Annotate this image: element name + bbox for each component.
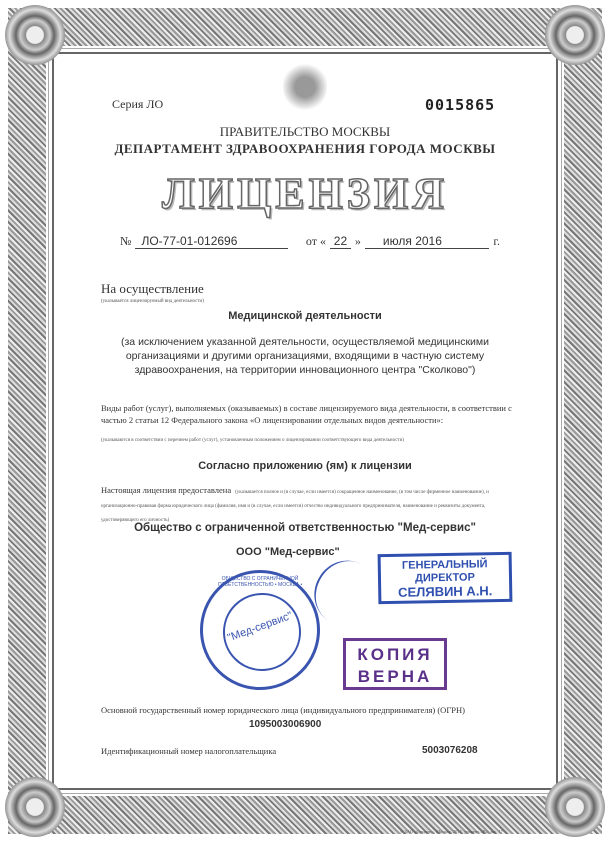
license-month-year: июля 2016 bbox=[365, 234, 490, 249]
corner-rosette bbox=[5, 5, 65, 65]
activity-exclusion: (за исключением указанной деятельности, осуществляемой медицинскими организациями и другими организациями, входящими в частную систему здравоохранения, на территории инновационного центра "Сколково") bbox=[121, 336, 489, 376]
holder-label: Настоящая лицензия предоставлена bbox=[101, 485, 232, 495]
document-title: ЛИЦЕНЗИЯ bbox=[161, 169, 449, 218]
license-day: 22 bbox=[330, 234, 351, 249]
round-stamp-ring-text: ОБЩЕСТВО С ОГРАНИЧЕННОЙ ОТВЕТСТВЕННОСТЬЮ • МОСКВА • bbox=[217, 576, 303, 588]
holder-short-name: ООО "Мед-сервис" bbox=[236, 546, 340, 558]
ogrn-value: 1095003006900 bbox=[249, 719, 322, 730]
series-label: Серия ЛО bbox=[112, 97, 164, 111]
activity-label: На осуществление bbox=[101, 281, 204, 296]
department-title: ДЕПАРТАМЕНТ ЗДРАВООХРАНЕНИЯ ГОРОДА МОСКВЫ bbox=[114, 141, 496, 156]
date-from-label: от « bbox=[305, 234, 326, 248]
inn-value: 5003076208 bbox=[422, 745, 478, 756]
quote-close: » bbox=[354, 234, 361, 248]
holder-block bbox=[101, 484, 519, 526]
license-number-row bbox=[120, 234, 500, 249]
activity-hint: (указывается лицензируемый вид деятельности) bbox=[101, 299, 204, 304]
works-text: Виды работ (услуг), выполняемых (оказываемых) в составе лицензируемого вида деятельности, в соответствии с частью 2 статьи 12 Федерального закона «О лицензировании отдельных видов деятельности»: bbox=[101, 403, 512, 425]
director-stamp-name: СЕЛЯВИН А.Н. bbox=[397, 583, 493, 600]
corner-rosette bbox=[5, 777, 65, 837]
works-value: Согласно приложению (ям) к лицензии bbox=[198, 460, 412, 472]
inn-label: Идентификационный номер налогоплательщика bbox=[101, 746, 277, 756]
round-stamp-text: "Мед-сервис" bbox=[225, 609, 295, 645]
copy-stamp-line2: ВЕРНА bbox=[357, 667, 433, 686]
copy-stamp-line1: КОПИЯ bbox=[357, 645, 433, 664]
director-stamp-line2: ДИРЕКТОР bbox=[415, 571, 475, 585]
holder-full-name: Общество с ограниченной ответственностью "Мед-сервис" bbox=[134, 522, 476, 534]
ogrn-label: Основной государственный номер юридического лица (индивидуального предпринимателя) (ОГРН) bbox=[101, 705, 465, 715]
round-company-stamp bbox=[200, 570, 320, 690]
corner-rosette bbox=[545, 5, 605, 65]
corner-rosette bbox=[545, 777, 605, 837]
license-number: ЛО-77-01-012696 bbox=[135, 234, 287, 249]
director-stamp bbox=[378, 552, 513, 604]
works-hint: (указываются в соответствии с перечнем работ (услуг), установленным положением о лицензировании соответствующего вида деятельности) bbox=[101, 438, 404, 443]
activity-name: Медицинской деятельности bbox=[228, 310, 382, 322]
number-label: № bbox=[120, 234, 132, 248]
coat-of-arms-emblem bbox=[283, 62, 327, 112]
government-title: ПРАВИТЕЛЬСТВО МОСКВЫ bbox=[219, 124, 391, 139]
director-stamp-line1: ГЕНЕРАЛЬНЫЙ bbox=[401, 558, 488, 572]
copy-certified-stamp bbox=[343, 638, 447, 690]
printer-footer: © ЗАО «Опцион», Москва, 2015, уровень «В», зак. 17 bbox=[400, 829, 503, 834]
license-serial-number: 0015865 bbox=[425, 96, 496, 114]
year-suffix: г. bbox=[493, 234, 500, 248]
holder-hint: (указывается полное и (в случае, если имеется) сокращенное наименование, (в том числе фирменное наименование), и организационно-правовая форма юридического лица (фамилия, имя и (в случае, если имеется) отчество индивидуального предпринимателя, наименование и реквизиты документа, удостоверяющего его личность) bbox=[101, 490, 489, 523]
